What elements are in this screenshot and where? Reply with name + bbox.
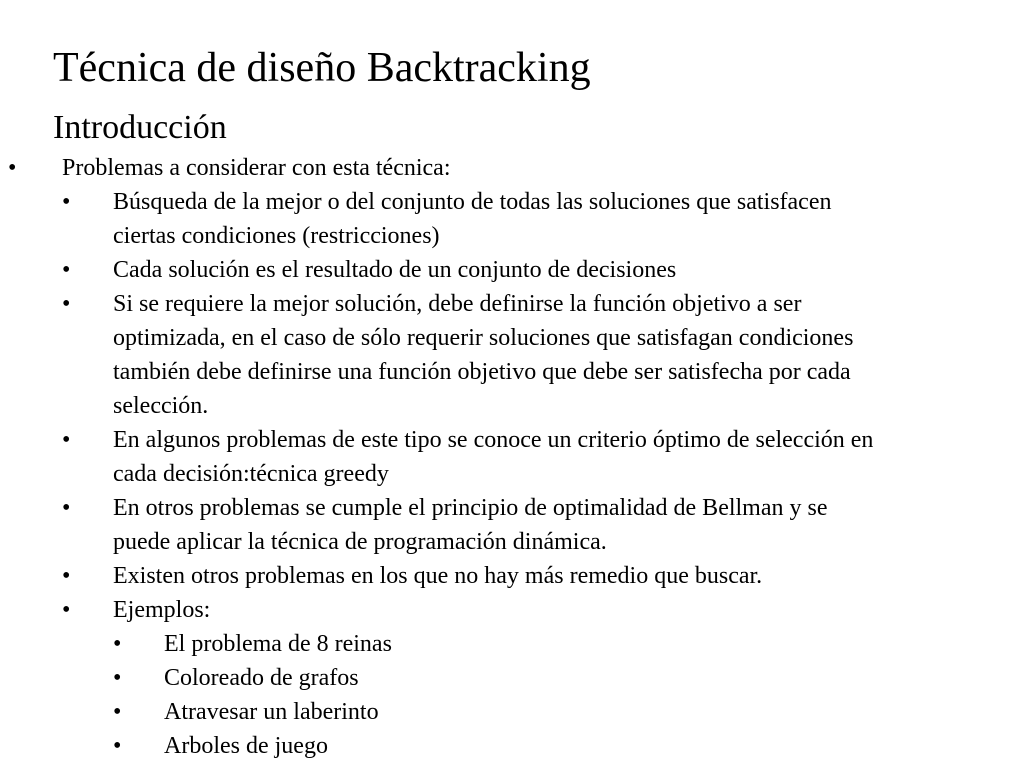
list-item bbox=[0, 525, 1024, 559]
list-item-text: ciertas condiciones (restricciones) bbox=[113, 223, 440, 249]
list-item-text: selección. bbox=[113, 393, 209, 419]
list-item-text: Existen otros problemas en los que no hay más remedio que buscar. bbox=[113, 563, 763, 589]
bullet-list bbox=[0, 151, 1024, 763]
list-item bbox=[0, 695, 1024, 729]
list-item bbox=[0, 287, 1024, 321]
list-item-text: Problemas a considerar con esta técnica: bbox=[62, 155, 451, 181]
slide-subtitle: Introducción bbox=[53, 109, 227, 146]
list-item-text: cada decisión:técnica greedy bbox=[113, 461, 389, 487]
list-item-text: En algunos problemas de este tipo se conoce un criterio óptimo de selección en bbox=[113, 427, 874, 453]
list-item bbox=[0, 457, 1024, 491]
list-item bbox=[0, 151, 1024, 185]
list-item-text: Búsqueda de la mejor o del conjunto de todas las soluciones que satisfacen bbox=[113, 189, 832, 215]
bullet-marker: • bbox=[62, 189, 71, 215]
bullet-marker: • bbox=[113, 665, 122, 691]
bullet-marker: • bbox=[113, 631, 122, 657]
list-item-text: puede aplicar la técnica de programación dinámica. bbox=[113, 529, 607, 555]
list-item bbox=[0, 729, 1024, 763]
list-item-text: Atravesar un laberinto bbox=[164, 699, 379, 725]
list-item-text: Coloreado de grafos bbox=[164, 665, 359, 691]
bullet-marker: • bbox=[8, 155, 17, 181]
list-item-text: Arboles de juego bbox=[164, 733, 328, 759]
list-item bbox=[0, 389, 1024, 423]
list-item-text: Ejemplos: bbox=[113, 597, 211, 623]
bullet-marker: • bbox=[113, 699, 122, 725]
list-item bbox=[0, 321, 1024, 355]
list-item bbox=[0, 627, 1024, 661]
list-item bbox=[0, 423, 1024, 457]
list-item bbox=[0, 661, 1024, 695]
list-item bbox=[0, 491, 1024, 525]
bullet-marker: • bbox=[113, 733, 122, 759]
list-item-text: El problema de 8 reinas bbox=[164, 631, 392, 657]
slide-title: Técnica de diseño Backtracking bbox=[53, 45, 591, 91]
bullet-marker: • bbox=[62, 495, 71, 521]
list-item bbox=[0, 593, 1024, 627]
bullet-marker: • bbox=[62, 563, 71, 589]
list-item-text: En otros problemas se cumple el principio de optimalidad de Bellman y se bbox=[113, 495, 828, 521]
bullet-marker: • bbox=[62, 291, 71, 317]
list-item-text: Cada solución es el resultado de un conjunto de decisiones bbox=[113, 257, 677, 283]
list-item bbox=[0, 559, 1024, 593]
list-item bbox=[0, 355, 1024, 389]
list-item-text: también debe definirse una función objetivo que debe ser satisfecha por cada bbox=[113, 359, 851, 385]
list-item bbox=[0, 219, 1024, 253]
list-item-text: Si se requiere la mejor solución, debe definirse la función objetivo a ser bbox=[113, 291, 802, 317]
list-item bbox=[0, 185, 1024, 219]
list-item-text: optimizada, en el caso de sólo requerir soluciones que satisfagan condiciones bbox=[113, 325, 854, 351]
bullet-marker: • bbox=[62, 257, 71, 283]
list-item bbox=[0, 253, 1024, 287]
bullet-marker: • bbox=[62, 427, 71, 453]
bullet-marker: • bbox=[62, 597, 71, 623]
